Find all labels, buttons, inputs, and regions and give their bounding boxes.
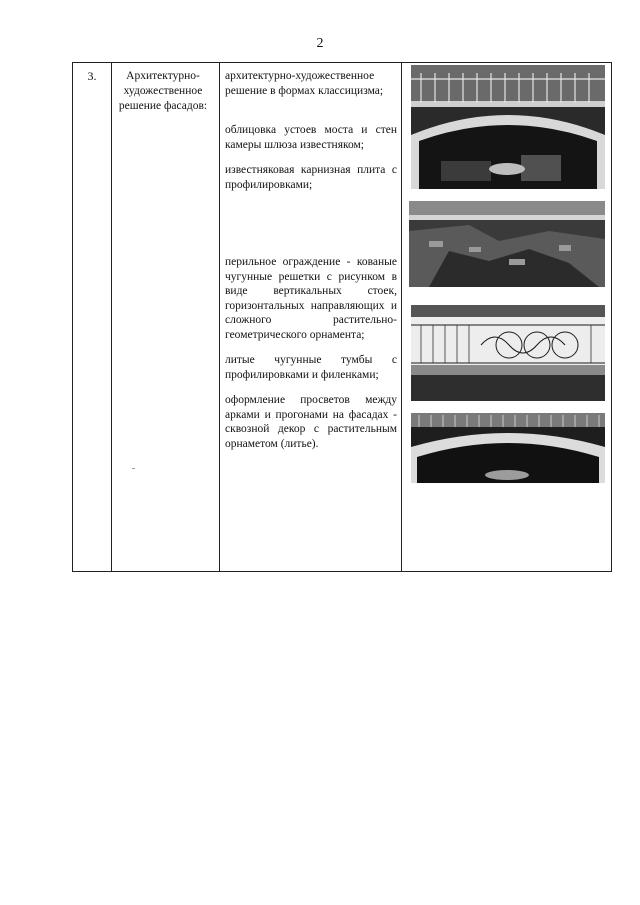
bridge-photo-railing xyxy=(411,65,605,189)
feature-item: перильное ограждение - кованые чугунные решетки с рисунком в виде вертикальных стоек, горизонтальных направляющих и сложного растительно-геометрического орнамента; xyxy=(225,256,397,341)
heritage-features-table xyxy=(72,62,612,572)
feature-item: архитектурно-художественное решение в формах классицизма; xyxy=(225,70,384,97)
column-divider xyxy=(111,63,112,571)
abutment-stone-photo xyxy=(409,201,605,287)
feature-item: оформление просветов между арками и прогонами на фасадах - сквозной декор с растительным орнаметом (литье). xyxy=(225,394,397,450)
arch-decor-photo xyxy=(411,413,605,483)
feature-item: известняковая карнизная плита с профилировками; xyxy=(225,164,397,191)
feature-item: литые чугунные тумбы с профилировками и филенками; xyxy=(225,354,397,381)
feature-item: облицовка устоев моста и стен камеры шлюза известняком; xyxy=(225,124,397,151)
row-number: 3. xyxy=(87,69,97,83)
scan-speck xyxy=(132,468,135,469)
row-title: Архитектурно-художественное решение фасадов: xyxy=(118,70,208,112)
ornamental-railing-photo xyxy=(411,305,605,401)
page-number: 2 xyxy=(316,36,324,51)
column-divider xyxy=(219,63,220,571)
column-divider xyxy=(401,63,402,571)
